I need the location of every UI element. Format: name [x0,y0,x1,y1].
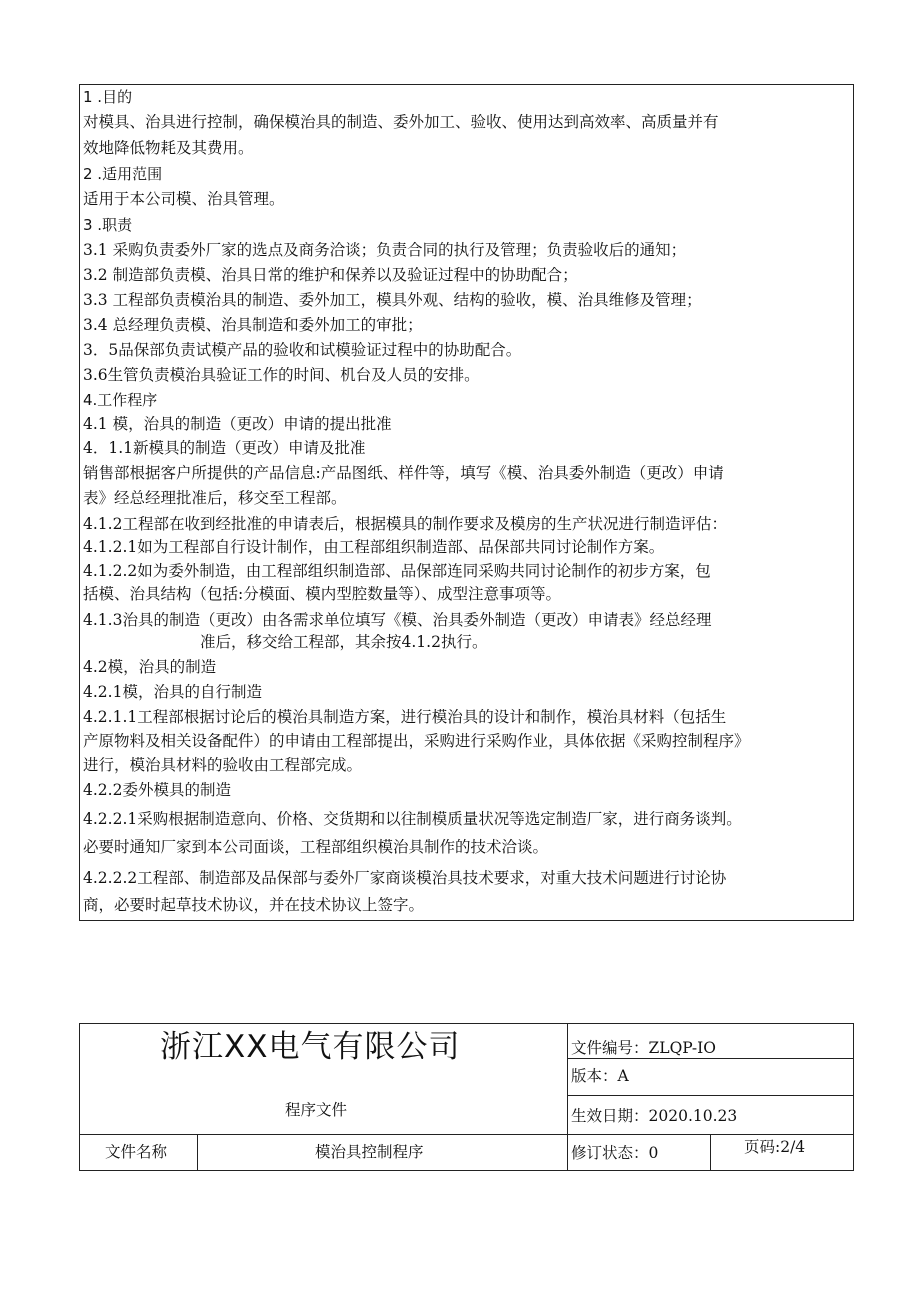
text-line: 销售部根据客户所提供的产品信息:产品图纸、样件等，填写《模、治具委外制造（更改）申请 [83,464,724,482]
document-number: 文件编号：ZLQP-IO [571,1039,716,1057]
table-divider [197,1134,198,1170]
document-type: 程序文件 [285,1101,348,1119]
text-line: 3.4 总经理负责模、治具制造和委外加工的审批； [83,316,423,334]
text-line: 必要时通知厂家到本公司面谈，工程部组织模治具制作的技术洽谈。 [83,838,549,856]
table-divider [567,1058,853,1059]
text-line: 4．1.1新模具的制造（更改）申请及批准 [83,439,366,457]
heading-purpose: 1 .目的 [83,88,133,106]
text-line: 3.6生管负责模治具验证工作的时间、机台及人员的安排。 [83,366,480,384]
page-number: 页码:2/4 [744,1138,806,1156]
table-divider [710,1134,711,1170]
text-line: 准后，移交给工程部，其余按4.1.2执行。 [200,633,488,651]
text-line: 3.2 制造部负责模、治具日常的维护和保养以及验证过程中的协助配合； [83,266,578,284]
version: 版本：A [571,1067,629,1085]
file-name-value: 模治具控制程序 [315,1143,424,1161]
table-divider [80,1134,853,1135]
text-line: 4.1.2工程部在收到经批准的申请表后，根据模具的制作要求及模房的生产状况进行制造评估： [83,515,727,533]
text-line: 4.2.1模，治具的自行制造 [83,683,262,701]
text-line: 4.1.2.2如为委外制造，由工程部组织制造部、品保部连同采购共同讨论制作的初步方案，包 [83,562,711,580]
company-name: 浙江XX电气有限公司 [160,1029,461,1065]
table-divider [567,1095,853,1096]
text-line: 4.2.2.1采购根据制造意向、价格、交货期和以往制模质量状况等选定制造厂家，进行商务谈判。 [83,810,742,828]
text-line: 对模具、治具进行控制，确保模治具的制造、委外加工、验收、使用达到高效率、高质量并有 [83,113,719,131]
text-line: 4.2模，治具的制造 [83,658,217,676]
text-line: 进行，模治具材料的验收由工程部完成。 [83,756,363,774]
text-line: 3．5品保部负责试模产品的验收和试模验证过程中的协助配合。 [83,341,522,359]
content-box [79,84,854,921]
text-line: 括模、治具结构（包括:分模面、模内型腔数量等）、成型注意事项等。 [83,585,561,603]
table-divider [567,1024,568,1170]
text-line: 适用于本公司模、治具管理。 [83,190,285,208]
revision-status: 修订状态：0 [571,1144,659,1162]
text-line: 3.1 采购负责委外厂家的选点及商务洽谈；负责合同的执行及管理；负责验收后的通知； [83,241,687,259]
heading-responsibilities: 3 .职责 [83,216,133,234]
heading-procedure: 4.工作程序 [83,391,158,409]
text-line: 产原物料及相关设备配件）的申请由工程部提出，采购进行采购作业，具体依据《采购控制程序》 [83,732,750,750]
text-line: 商，必要时起草技术协议，并在技术协议上签字。 [83,896,425,914]
file-name-label: 文件名称 [105,1143,168,1161]
text-line: 效地降低物耗及其费用。 [83,139,254,157]
text-line: 3.3 工程部负责模治具的制造、委外加工，模具外观、结构的验收，模、治具维修及管理； [83,291,702,309]
text-line: 4.1.2.1如为工程部自行设计制作，由工程部组织制造部、品保部共同讨论制作方案。 [83,538,665,556]
text-line: 4.1 模，治具的制造（更改）申请的提出批准 [83,415,392,433]
text-line: 4.2.2.2工程部、制造部及品保部与委外厂家商谈模治具技术要求，对重大技术问题进行讨论协 [83,869,727,887]
effective-date: 生效日期：2020.10.23 [571,1107,738,1125]
text-line: 4.2.1.1工程部根据讨论后的模治具制造方案，进行模治具的设计和制作，模治具材料（包括生 [83,708,727,726]
heading-scope: 2 .适用范围 [83,165,163,183]
text-line: 表》经总经理批准后，移交至工程部。 [83,489,347,507]
document-info-table [79,1023,854,1171]
text-line: 4.2.2委外模具的制造 [83,781,231,799]
text-line: 4.1.3治具的制造（更改）由各需求单位填写《模、治具委外制造（更改）申请表》经总经理 [83,611,712,629]
